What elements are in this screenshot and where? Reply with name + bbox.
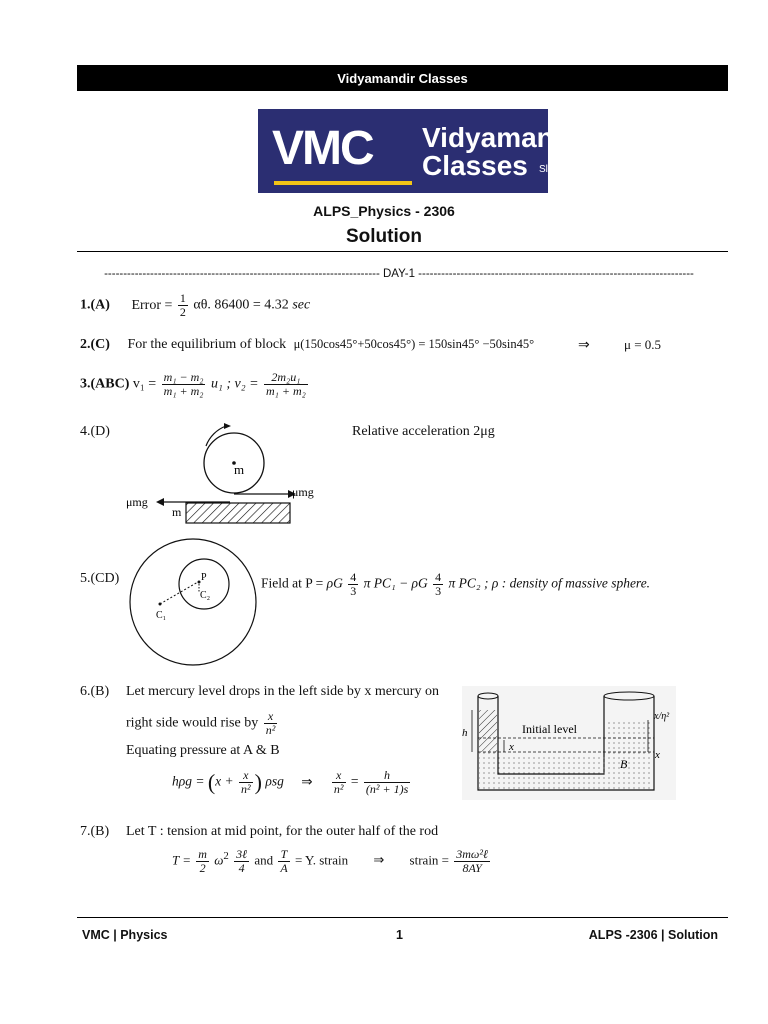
logo-word-1: Vidyamandir [422, 122, 590, 153]
q6-arrow: ⇒ [301, 773, 313, 789]
logo-mark: VMC [272, 122, 373, 175]
question-2-label: 2.(C) [80, 337, 110, 352]
document-code: ALPS_Physics - 2306 [313, 203, 455, 219]
q6-mercury-left [479, 752, 497, 756]
q6-x-eta-label: x/η² [654, 711, 670, 722]
day-separator: ------------------------------------------------------------------------ DAY-1 ------------------------------------------------------------------------ [104, 268, 694, 280]
question-5-label: 5.(CD) [80, 571, 120, 586]
header-bar [77, 65, 728, 91]
q6-line-2-text: right side would rise by [126, 715, 259, 731]
q3-frac1-num: m₁ − m₂ [163, 370, 204, 384]
q5-outer-sphere [130, 539, 256, 665]
q3-frac2-den: m₁ + m₂ [266, 384, 306, 398]
q7-equation: T = $\frac{m}{2}$ $\omega^2$ $\frac{\text{3ℓ}}{4}$ and $\frac{T}{A}$ = Y. strain ⇒ strain = $\frac{\text{3mω²ℓ}}{8AY}$ [172, 847, 488, 875]
q4-ball-mass: m [234, 462, 245, 477]
document-title: Solution [346, 226, 422, 247]
q4-block-mass: m [172, 505, 182, 519]
q3-fraction-1 [162, 371, 206, 398]
q2-result: μ = 0.5 [624, 337, 662, 352]
q5-cavity [179, 559, 229, 609]
q5-frac1-num: 4 [350, 570, 357, 584]
q5-text-3: π PC₁ − ρG [363, 575, 428, 591]
q6-eq-frac-num: x [239, 769, 253, 783]
q4-block [186, 503, 290, 523]
q6-x-label-left: x [509, 741, 514, 753]
q2-arrow: ⇒ [578, 338, 590, 353]
q6-x-label-right: x [655, 749, 660, 761]
q1-fraction [178, 292, 188, 319]
q6-result-lhs-num: x [332, 769, 346, 783]
q3-v1: v₁ = [132, 376, 157, 392]
q3-u1: u₁ ; v₂ = [210, 376, 259, 392]
q6-b-label: B [620, 757, 628, 771]
q3-frac1-den: m₁ + m₂ [163, 384, 204, 398]
q1-frac-den: 2 [179, 305, 186, 319]
q1-text: Error = [131, 297, 173, 313]
q7-strain: strain = [409, 852, 450, 868]
q7-frac-m2: $\frac{m}{2}$ [198, 847, 207, 875]
q6-h-label: h [462, 727, 468, 739]
question-1 [80, 292, 310, 319]
q5-frac2-den: 3 [435, 584, 442, 598]
q5-text-1: Field at P = [261, 575, 324, 591]
header-org-name: Vidyamandir Classes [337, 70, 468, 86]
question-7-label: 7.(B) [80, 824, 110, 839]
q6-result-lhs-den: n² [333, 782, 344, 796]
q6-line-2 [126, 710, 279, 737]
q6-fluid-column [479, 710, 497, 752]
q6-initial-level-label: Initial level [522, 722, 577, 736]
q6-eq-paren-open: ( [207, 769, 216, 795]
q5-frac1-den: 3 [350, 584, 357, 598]
q7-arrow: ⇒ [373, 852, 385, 868]
q6-result-rhs: $\frac{h}{\text{(n² + 1)s}}$ [365, 768, 409, 796]
q6-line-3: Equating pressure at A & B [126, 743, 280, 758]
q4-rotation-arrow [206, 426, 226, 446]
q5-fraction-2 [433, 571, 443, 598]
q5-fraction-1 [348, 571, 358, 598]
q5-c1-point [159, 603, 162, 606]
logo-underline [274, 181, 412, 185]
q6-line-1: Let mercury level drops in the left side by x mercury on [126, 684, 439, 699]
q6-result-lhs [332, 769, 346, 796]
q6-frac-num: x [264, 710, 278, 724]
footer-divider [77, 917, 728, 918]
q4-text: Relative acceleration 2μg [352, 424, 495, 439]
q5-equation [261, 571, 650, 598]
q1-frac-num: 1 [179, 291, 186, 305]
q5-frac2-num: 4 [435, 570, 442, 584]
q5-c2-label: C₂ [200, 590, 211, 601]
q7-y-strain: = Y. strain [294, 852, 349, 868]
q4-right-force-label: μmg [292, 485, 314, 499]
q2-equation: μ(150cos45°+50cos45°) = 150sin45° −50sin45° [293, 337, 535, 351]
title-divider [77, 251, 728, 252]
q1-expression: αθ. 86400 = 4.32 [193, 297, 289, 313]
q6-equation: hρg = (x + $\frac{x}{\text{n²}}$ ) ρsg ⇒ $\frac{x}{\text{n²}}$ = $\frac{h}{\text{(n² + 1)s}}$ [172, 768, 409, 796]
q5-text-2: ρG [326, 575, 343, 591]
q5-p-label: P [201, 572, 207, 583]
question-6-label: 6.(B) [80, 684, 110, 699]
q4-rotation-arrowhead [224, 423, 231, 429]
logo-word-2: Classes [422, 150, 528, 181]
q7-frac-3l4: $\frac{\text{3ℓ}}{4}$ [236, 847, 248, 875]
q7-text: Let T : tension at mid point, for the outer half of the rod [126, 824, 439, 839]
q5-c1-label: C₁ [156, 610, 167, 621]
q1-unit: sec [292, 297, 311, 313]
q6-frac-den: n² [265, 723, 276, 737]
q3-fraction-2 [264, 371, 308, 398]
page-number: 1 [396, 928, 403, 942]
q6-eq-rhs: ρsg [265, 773, 284, 789]
q5-figure [122, 538, 264, 666]
q5-text-4: π PC₂ ; ρ : density of massive sphere. [448, 575, 651, 591]
q3-frac2-num: 2m₂u₁ [264, 371, 308, 385]
vmc-logo [258, 109, 590, 193]
q6-fraction [264, 710, 278, 737]
question-2 [80, 337, 534, 353]
question-1-label: 1.(A) [80, 297, 110, 313]
q4-left-force-head [156, 498, 164, 506]
q2-text: For the equilibrium of block [127, 337, 287, 352]
q6-eq-frac-den: n² [241, 782, 251, 796]
q6-figure [462, 686, 676, 800]
q7-and: and [254, 852, 274, 868]
logo-tag: Sl [539, 164, 548, 175]
q7-result-fraction: $\frac{\text{3mω²ℓ}}{8AY}$ [456, 847, 488, 875]
question-3 [80, 371, 310, 398]
q7-frac-ta: $\frac{T}{A}$ [280, 847, 288, 875]
q4-left-force-label: μmg [126, 495, 148, 509]
question-4-label: 4.(D) [80, 424, 110, 439]
q4-figure [120, 418, 330, 526]
q6-eq-paren-close: ) [254, 769, 262, 795]
footer-right: ALPS -2306 | Solution [588, 928, 718, 942]
question-3-label: 3.(ABC) [80, 376, 130, 392]
footer-left: VMC | Physics [82, 928, 168, 942]
q6-eq-lhs: hρg = [172, 773, 205, 789]
q6-eq-fraction [239, 769, 253, 796]
q7-t-eq: T = [172, 852, 192, 868]
